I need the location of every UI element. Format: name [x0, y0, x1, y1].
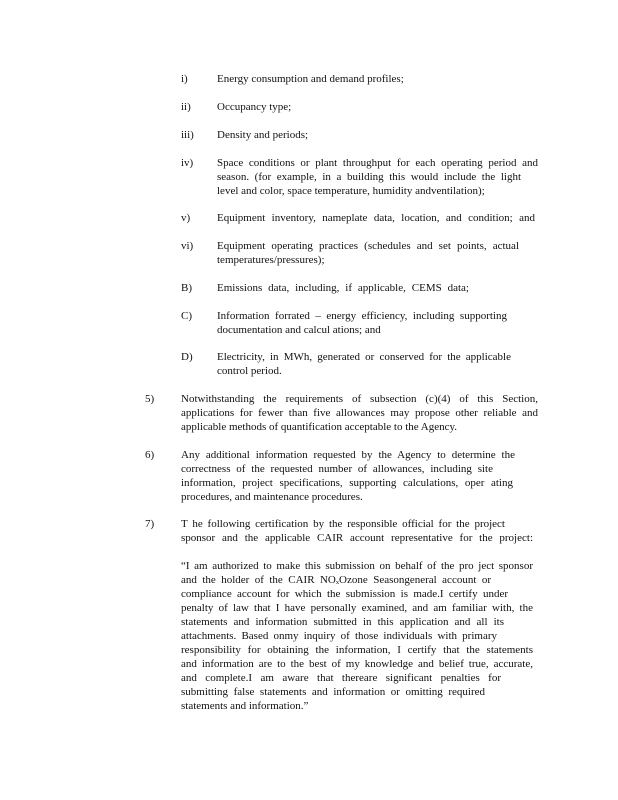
quote-line: and complete.I am aware that thereare significant penalties for: [181, 672, 501, 684]
item-text: [217, 309, 507, 337]
item-line: Equipment inventory, nameplate data, location, and condition; and: [217, 212, 535, 224]
item-text: [217, 72, 537, 86]
item-text: [217, 128, 537, 142]
quote-line: compliance account for which the submission is made.I certify under: [181, 588, 508, 600]
item-line: T he following certification by the responsible official for the project: [181, 518, 505, 530]
item-marker: v): [181, 212, 191, 224]
item-line: applicable methods of quantification acceptable to the Agency.: [181, 421, 458, 433]
item-line: level and color, space temperature, humidity andventilation);: [217, 185, 485, 197]
item-line: Energy consumption and demand profiles;: [217, 73, 404, 85]
item-line: Electricity, in MWh, generated or conserved for the applicable: [217, 351, 511, 363]
item-marker: iii): [181, 129, 194, 141]
item-line: Emissions data, including, if applicable, CEMS data;: [217, 282, 469, 294]
item-marker: vi): [181, 240, 194, 252]
item-line: Any additional information requested by the Agency to determine the: [181, 449, 515, 461]
item-line: season. (for example, in a building this would include the light: [217, 171, 521, 183]
item-text: [217, 211, 535, 225]
item-line: procedures, and maintenance procedures.: [181, 491, 363, 503]
item-line: Space conditions or plant throughput for each operating period and: [217, 157, 538, 169]
item-marker: i): [181, 73, 188, 85]
item-line: Equipment operating practices (schedules and set points, actual: [217, 240, 519, 252]
item-marker: 5): [145, 393, 155, 405]
certification-quote: [181, 559, 533, 713]
item-line: control period.: [217, 365, 282, 377]
item-marker: 6): [145, 449, 155, 461]
item-text: [217, 350, 511, 378]
item-marker: ii): [181, 101, 191, 113]
item-line: Notwithstanding the requirements of subsection (c)(4) of this Section,: [181, 393, 538, 405]
quote-line: “I am authorized to make this submission on behalf of the pro ject sponsor: [181, 560, 533, 572]
item-line: applications for fewer than five allowances may propose other reliable and: [181, 407, 538, 419]
item-line: Density and periods;: [217, 129, 309, 141]
item-marker: B): [181, 282, 192, 294]
quote-line: statements and information submitted in this application and all its: [181, 616, 504, 628]
item-text: [181, 392, 538, 434]
quote-line: and the holder of the CAIR NOₓOzone Seasongeneral account or: [181, 574, 491, 586]
item-text: [217, 156, 538, 198]
item-line: correctness of the requested number of allowances, including site: [181, 463, 493, 475]
item-text: [181, 517, 533, 545]
quote-line: attachments. Based onmy inquiry of those individuals with primary: [181, 630, 497, 642]
item-marker: D): [181, 351, 193, 363]
item-text: [217, 100, 537, 114]
item-line: Information forrated – energy efficiency, including supporting: [217, 310, 507, 322]
item-line: documentation and calcul ations; and: [217, 324, 381, 336]
item-text: [181, 448, 515, 504]
item-text: [217, 281, 469, 295]
item-line: information, project specifications, supporting calculations, oper ating: [181, 477, 513, 489]
item-line: temperatures/pressures);: [217, 254, 325, 266]
item-marker: 7): [145, 518, 155, 530]
quote-line: responsibility for obtaining the information, I certify that the statements: [181, 644, 533, 656]
quote-line: submitting false statements and information or omitting required: [181, 686, 485, 698]
item-line: Occupancy type;: [217, 101, 292, 113]
item-line: sponsor and the applicable CAIR account representative for the project:: [181, 532, 533, 544]
quote-line: statements and information.”: [181, 700, 309, 712]
quote-line: and information are to the best of my knowledge and belief true, accurate,: [181, 658, 533, 670]
item-marker: C): [181, 310, 192, 322]
item-text: [217, 239, 519, 267]
quote-line: penalty of law that I have personally examined, and am familiar with, the: [181, 602, 533, 614]
item-marker: iv): [181, 157, 194, 169]
